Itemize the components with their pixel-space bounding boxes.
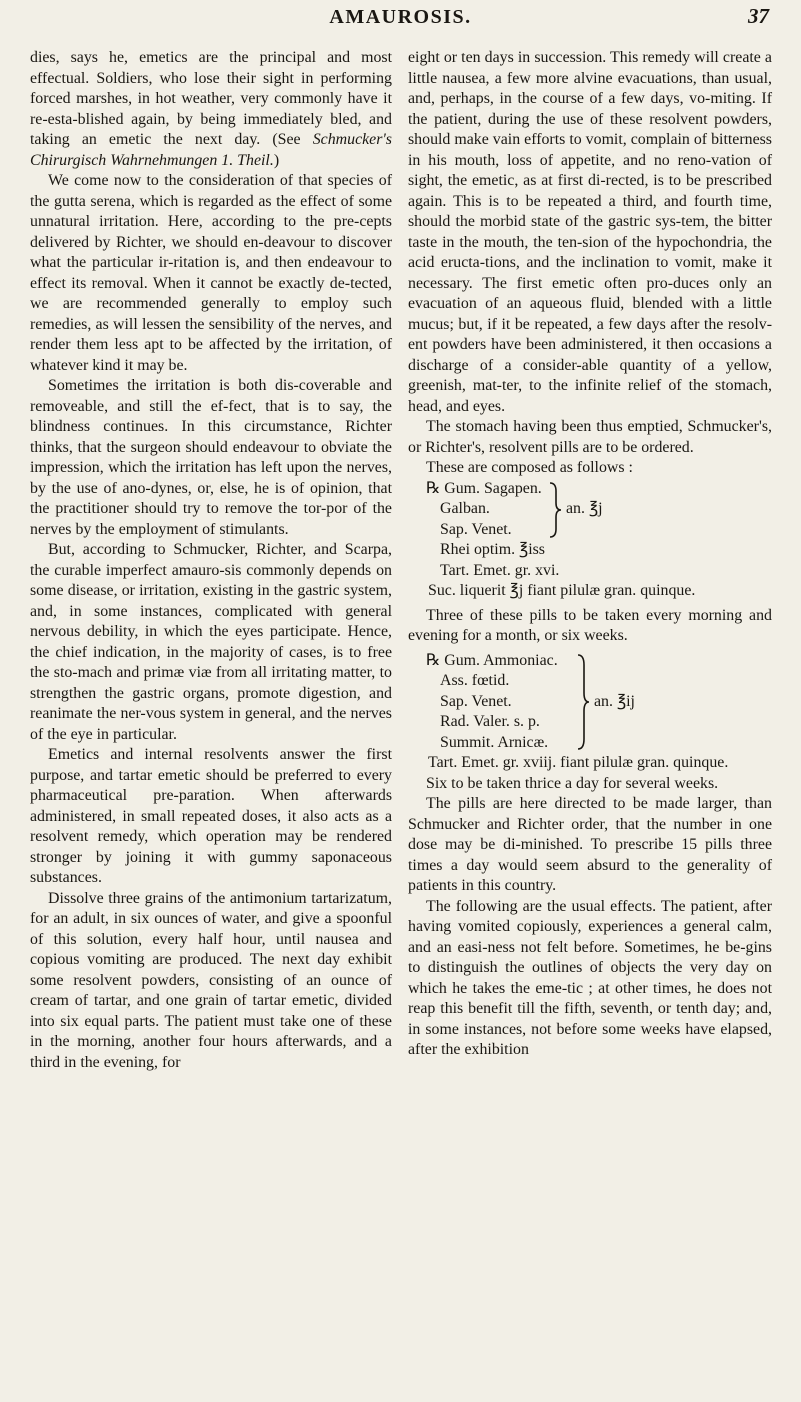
ingredient: Gum. Sagapen.: [444, 479, 542, 497]
page-number: 37: [748, 4, 769, 28]
rx-item: [426, 651, 772, 672]
ingredient: Tart. Emet. gr. xvi.: [440, 561, 560, 579]
paragraph: Three of these pills to be taken every morning and evening for a month, or six weeks.: [408, 606, 772, 644]
paragraph: Six to be taken thrice a day for several weeks.: [426, 774, 719, 792]
ingredient: Rhei optim. ℥iss: [440, 541, 545, 558]
rx-item: [426, 520, 772, 541]
paragraph: eight or ten days in succession. This remedy will create a little nausea, a few more alvine evacuations, than usual, and, perhaps, in the course of a few days, vo-miting. If the patient, during the use of these resolvent powders, should make vain efforts to vomit, complain of bitterness in his mouth, loss of appetite, and no reno-vation of sight, the emetic, as at first di-rected, is to be prescribed again. This is to be repeated a third, and fourth time, should the morbid state of the gastric sys-tem, the bitter taste in the mouth, the ten-sion of the hypochondria, the acid eructa-tions, and the inclination to vomit, make it necessary. The first emetic often pro-duces only an evacuation of an aqueous fluid, blended with a little mucus; but, if it be repeated, a few days after the resolv-ent powders have been administered, it then occasions a discharge of a consider-able quantity of a yellow, greenish, mat-ter, to the infinite relief of the stomach, head, and eyes.: [408, 49, 772, 415]
paragraph-text: dies, says he, emetics are the principal and most effectual. Soldiers, who lose their sight in performing forced marshes, in hot weather, very commonly have it re-esta-blished again, by being immediately bled, and taking an emetic the next day. (See: [30, 49, 392, 148]
left-column: [30, 48, 392, 1073]
paragraph: [30, 48, 392, 171]
rx-item: [426, 671, 772, 692]
paragraph: But, according to Schmucker, Richter, and Scarpa, the curable imperfect amauro-sis commonly depends on some disease, or irritation, existing in the gastric system, and, in some instances, complicated with general nervous debility, in which the eyes participate. Hence, the chief indication, in the majority of cases, is to free the sto-mach and primæ viæ from all irritating matter, to strengthen the gastric organs, promote digestion, and reanimate the ner-vous system in general, and the nerves of the eye in particular.: [30, 541, 392, 743]
brace-label: an. ℥ij: [594, 692, 635, 710]
right-column: [408, 48, 772, 1061]
paragraph: We come now to the consideration of that species of the gutta serena, which is regarded as the effect of some unnatural irritation. Here, according to the pre-cepts delivered by Richter, we should en-deavour to discover what the particular ir-ritation is, and then endeavour to effect its removal. When it cannot be exactly de-tected, we are recommended generally to employ such remedies, as will lessen the sensibility of the nerves, and render them less apt to be affected by the irritation, of whatever kind it may be.: [30, 172, 392, 374]
citation: Schmucker's Chirurgisch Wahrnehmungen 1. Theil.: [30, 131, 392, 169]
rx-closing: Suc. liquerit ℥j fiant pilulæ gran. quinque.: [428, 582, 696, 599]
rx-item: [426, 733, 772, 754]
recipe-symbol: ℞: [426, 479, 441, 497]
paragraph: Dissolve three grains of the antimonium tartarizatum, for an adult, in six ounces of water, and give a spoonful of this solution, every half hour, until nausea and copious vomiting are produced. The next day exhibit some resolvent powders, consisting of an ounce of cream of tartar, and one grain of tartar emetic, divided into six equal parts. The patient must take one of these in the morning, another four hours afterwards, and a third in the evening, for: [30, 889, 392, 1071]
ingredient: Sap. Venet.: [440, 520, 512, 538]
ingredient: Sap. Venet.: [440, 692, 512, 710]
paragraph: The following are the usual effects. The patient, after having vomited copiously, experiences a general calm, and an easi-ness not felt before. Sometimes, he be-gins to distinguish the outlines of objects the very day on which he takes the eme-tic ; at other times, he does not reap this benefit till the fifth, seventh, or tenth day; and, in some instances, not before some weeks have elapsed, after the exhibition: [408, 897, 772, 1058]
citation-close: ): [273, 151, 280, 169]
recipe-symbol: ℞: [426, 651, 441, 669]
prescription-2: [426, 651, 772, 774]
paragraph: Emetics and internal resolvents answer the first purpose, and tartar emetic should be preferred to every pharmaceutical pre-paration. When afterwards administered, in small repeated doses, it also acts as a resolvent remedy, which operation may be rendered stronger by joining it with gummy saponaceous substances.: [30, 746, 392, 886]
page-header: [0, 4, 801, 34]
running-title: AMAUROSIS.: [329, 6, 472, 28]
rx-closing: Tart. Emet. gr. xviij. fiant pilulæ gran. quinque.: [428, 754, 729, 771]
ingredient: Gum. Ammoniac.: [444, 651, 558, 669]
ingredient: Galban.: [440, 500, 490, 517]
brace-icon: [548, 481, 562, 539]
prescription-1: [426, 479, 772, 602]
paragraph: These are composed as follows :: [426, 459, 633, 476]
brace-label: an. ℥j: [566, 499, 603, 517]
ingredient: Summit. Arnicæ.: [440, 733, 549, 751]
rx-item: [426, 561, 772, 582]
rx-item: [426, 712, 772, 733]
paragraph: The pills are here directed to be made larger, than Schmucker and Richter order, that the number in one dose may be di-minished. To prescribe 15 pills three times a day would seem absurd to the generality of patients in this country.: [408, 795, 772, 894]
paragraph: Sometimes the irritation is both dis-coverable and removeable, and still the ef-fect, that is to say, the blindness continues. In this circumstance, Richter thinks, that the surgeon should endeavour to obviate the impression, which the irritation has left upon the nerves, by the use of ano-dynes, or, else, he is of opinion, that the practitioner should try to remove the tor-por of the nerves by the employment of stimulants.: [30, 377, 392, 538]
ingredient: Rad. Valer. s. p.: [440, 713, 540, 730]
rx-item: [426, 540, 772, 561]
rx-item: [426, 479, 772, 500]
paragraph: The stomach having been thus emptied, Schmucker's, or Richter's, resolvent pills are to be ordered.: [408, 418, 772, 456]
ingredient: Ass. fœtid.: [440, 672, 510, 689]
brace-icon: [576, 653, 590, 751]
